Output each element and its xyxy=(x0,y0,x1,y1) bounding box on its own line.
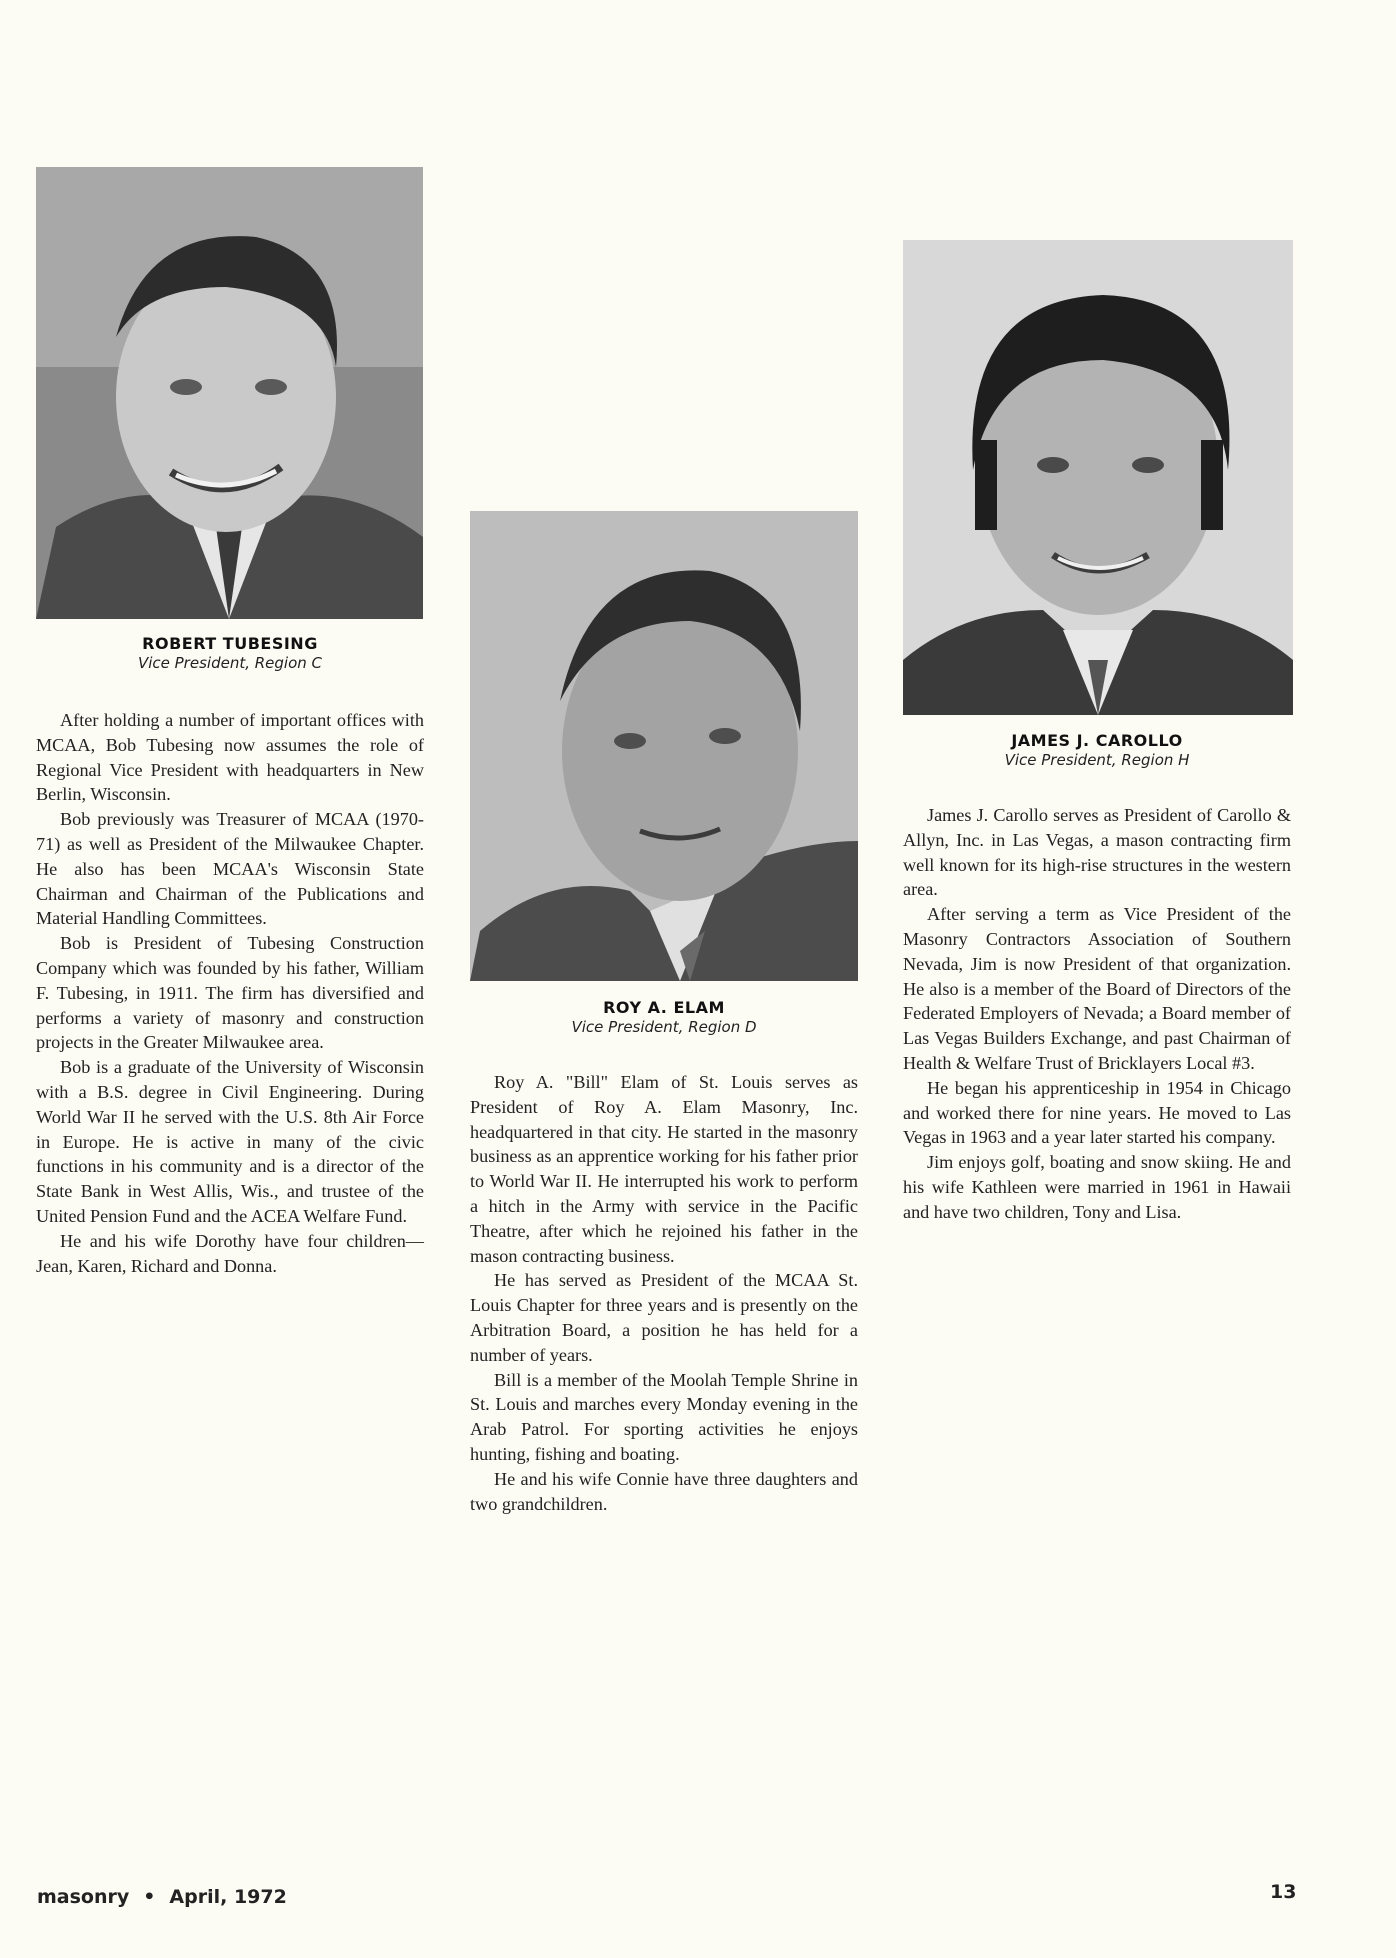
footer-publication-line xyxy=(37,1886,287,1908)
bio-paragraph: After holding a number of important offices with MCAA, Bob Tubesing now assumes the role of Regional Vice President with headquarters in New Berlin, Wisconsin. xyxy=(36,710,424,805)
bio-paragraph: Bob is a graduate of the University of Wisconsin with a B.S. degree in Civil Engineering. During World War II he served with the U.S. 8th Air Force in Europe. He is active in many of the civic functions in his community and is a director of the State Bank in West Allis, Wis., and trustee of the United Pension Fund and the ACEA Welfare Fund. xyxy=(36,1057,424,1226)
role-roy-elam: Vice President, Region D xyxy=(571,1018,757,1036)
photo-roy-elam xyxy=(470,511,858,981)
bio-paragraph: Roy A. "Bill" Elam of St. Louis serves as President of Roy A. Elam Masonry, Inc. headquartered in that city. He started in the masonry business as an apprentice working for his father prior to World War II. He interrupted his work to perform a hitch in the Army with service in the Pacific Theatre, after which he rejoined his father in the mason contracting business. xyxy=(470,1072,858,1266)
page-number: 13 xyxy=(1270,1881,1297,1903)
bio-paragraph: Jim enjoys golf, boating and snow skiing. He and his wife Kathleen were married in 1961 in Hawaii and have two children, Tony and Lisa. xyxy=(903,1152,1291,1222)
role-james-carollo: Vice President, Region H xyxy=(1004,751,1190,769)
photo-james-carollo xyxy=(903,240,1293,715)
photo-robert-tubesing xyxy=(36,167,423,619)
bio-paragraph: He and his wife Connie have three daughters and two grandchildren. xyxy=(470,1468,858,1514)
name-robert-tubesing: ROBERT TUBESING xyxy=(142,634,318,653)
bio-robert-tubesing xyxy=(36,708,424,1278)
bio-paragraph: Bill is a member of the Moolah Temple Shrine in St. Louis and marches every Monday evening in the Arab Patrol. For sporting activities he enjoys hunting, fishing and boating. xyxy=(470,1369,858,1464)
portrait-roy-elam xyxy=(470,511,858,981)
bio-roy-elam xyxy=(470,1070,858,1516)
bio-paragraph: He began his apprenticeship in 1954 in Chicago and worked there for nine years. He moved to Las Vegas in 1963 and a year later started his company. xyxy=(903,1077,1291,1148)
name-james-carollo: JAMES J. CAROLLO xyxy=(1011,731,1183,750)
bio-paragraph: Bob is President of Tubesing Construction Company which was founded by his father, William F. Tubesing, in 1911. The firm has diversified and performs a variety of masonry and construction projects in the Greater Milwaukee area. xyxy=(36,933,424,1053)
separator-bullet: • xyxy=(143,1886,156,1908)
portrait-robert-tubesing xyxy=(36,167,423,619)
bio-paragraph: James J. Carollo serves as President of Carollo & Allyn, Inc. in Las Vegas, a mason contracting firm well known for its high-rise structures in the western area. xyxy=(903,805,1291,900)
name-roy-elam: ROY A. ELAM xyxy=(603,998,725,1017)
bio-paragraph: Bob previously was Treasurer of MCAA (1970-71) as well as President of the Milwaukee Chapter. He also has been MCAA's Wisconsin State Chairman and Chairman of the Publications and Material Handling Committees. xyxy=(36,809,424,929)
portrait-james-carollo xyxy=(903,240,1293,715)
issue-date: April, 1972 xyxy=(169,1886,287,1908)
bio-paragraph: He has served as President of the MCAA St. Louis Chapter for three years and is presently on the Arbitration Board, a position he has held for a number of years. xyxy=(470,1270,858,1365)
role-robert-tubesing: Vice President, Region C xyxy=(137,654,323,672)
bio-paragraph: He and his wife Dorothy have four children—Jean, Karen, Richard and Donna. xyxy=(36,1230,424,1276)
bio-james-carollo xyxy=(903,803,1291,1225)
bio-paragraph: After serving a term as Vice President of the Masonry Contractors Association of Southern Nevada, Jim is now President of that organization. He also is a member of the Board of Directors of the Federated Employers of Nevada; a Board member of Las Vegas Builders Exchange, and past Chairman of Health & Welfare Trust of Bricklayers Local #3. xyxy=(903,904,1291,1073)
publication-name: masonry xyxy=(37,1886,130,1908)
